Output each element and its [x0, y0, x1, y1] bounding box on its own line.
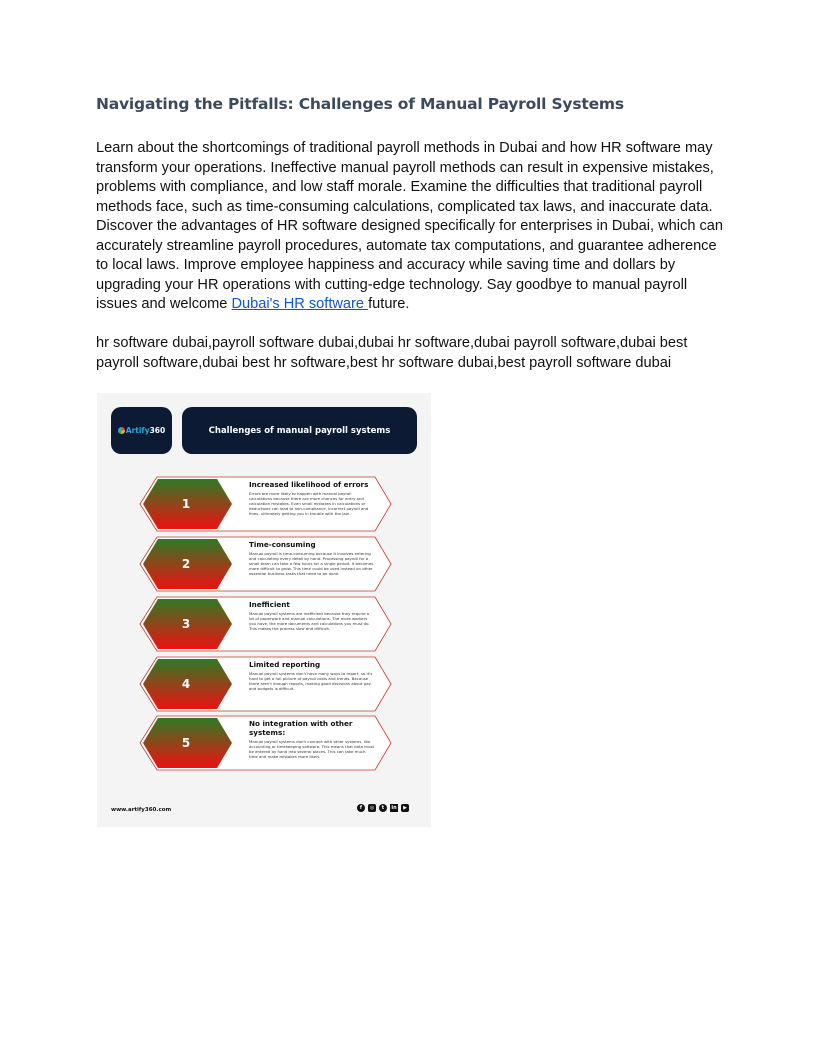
challenge-item: [139, 476, 392, 532]
challenge-number: 1: [181, 497, 191, 511]
challenge-title: Time-consuming: [249, 540, 316, 549]
challenge-number: 2: [181, 557, 191, 571]
logo-mark-icon: [118, 427, 125, 434]
challenge-description: Errors are more likely to happen with manual payroll calculations because there are more chances for entry and calculation mistakes. Even small mistakes in calculations or deductions can lead to non-compliance, incorrect payroll and fines, ultimately getting you in trouble with the law.: [249, 491, 369, 516]
challenge-title: Increased likelihood of errors: [249, 480, 369, 489]
challenge-title: Limited reporting: [249, 660, 321, 669]
challenge-description: Manual payroll is time-consuming because it involves entering and calculating every detail by hand. Processing payroll for a small team can take a few hours for a single period. It becomes more difficult to grow. This time could be used instead on other essential business tasks that need to be done.: [249, 551, 374, 576]
artify360-logo: [111, 407, 172, 454]
challenge-item: [139, 596, 392, 652]
challenge-description: Manual payroll systems are inefficient because they require a lot of paperwork and manual calculations. The more workers you have, the more documents and calculations you must do. This makes the process slow and difficult.: [249, 611, 370, 631]
challenge-description: Manual payroll systems don't have many ways to report, so it's hard to get a full picture of payroll costs and trends. Because there aren't enough reports, making good decisions about pay and budgets is difficult.: [249, 671, 373, 691]
challenge-description: Manual payroll systems don't connect with other systems, like accounting or timekeeping software. This means that data must be entered by hand into several places. This can take much time and make mistakes more likely.: [249, 739, 374, 759]
keywords-paragraph: hr software dubai,payroll software dubai,dubai hr software,dubai payroll software,dubai best payroll software,dubai best hr software,best hr software dubai,best payroll software dubai: [96, 335, 688, 371]
challenge-item: [139, 715, 392, 771]
infographic-banner: [182, 407, 417, 454]
challenge-number: 5: [181, 736, 191, 750]
intro-text-end: future.: [368, 296, 410, 312]
twitter-icon[interactable]: t: [379, 804, 387, 812]
website-url: www.artify360.com: [111, 807, 172, 813]
payroll-challenges-infographic: [97, 393, 431, 827]
challenge-title: No integration with other systems:: [249, 719, 353, 737]
intro-paragraph: [96, 139, 726, 315]
instagram-icon[interactable]: ◎: [369, 805, 375, 811]
intro-text: Learn about the shortcomings of traditional payroll methods in Dubai and how HR software may transform your operations. Ineffective manual payroll methods can result in expensive mistakes, problems with compliance, and low staff morale. Examine the difficulties that traditional payroll methods face, such as time-consuming calculations, complicated tax laws, and inaccurate data. Discover the advantages of HR software designed specifically for enterprises in Dubai, which can accurately streamline payroll procedures, automate tax computations, and guarantee adherence to local laws. Improve employee happiness and accuracy while saving time and dollars by upgrading your HR operations with cutting-edge technology. Say goodbye to manual payroll issues and welcome: [96, 140, 724, 312]
facebook-icon[interactable]: f: [357, 804, 365, 812]
logo-prefix: Artify: [125, 426, 150, 435]
challenge-title: Inefficient: [249, 600, 290, 609]
challenge-number: 4: [181, 677, 191, 691]
youtube-icon[interactable]: ▶: [401, 804, 409, 812]
logo-suffix: 360: [149, 426, 166, 435]
hr-software-link[interactable]: Dubai's HR software: [231, 296, 369, 312]
challenge-item: [139, 656, 392, 712]
challenge-item: [139, 536, 392, 592]
infographic-heading: Challenges of manual payroll systems: [208, 425, 391, 436]
linkedin-icon[interactable]: in: [391, 805, 397, 811]
page-title: Navigating the Pitfalls: Challenges of Manual Payroll Systems: [96, 95, 624, 113]
challenge-number: 3: [181, 617, 191, 631]
social-icons: [357, 804, 409, 812]
